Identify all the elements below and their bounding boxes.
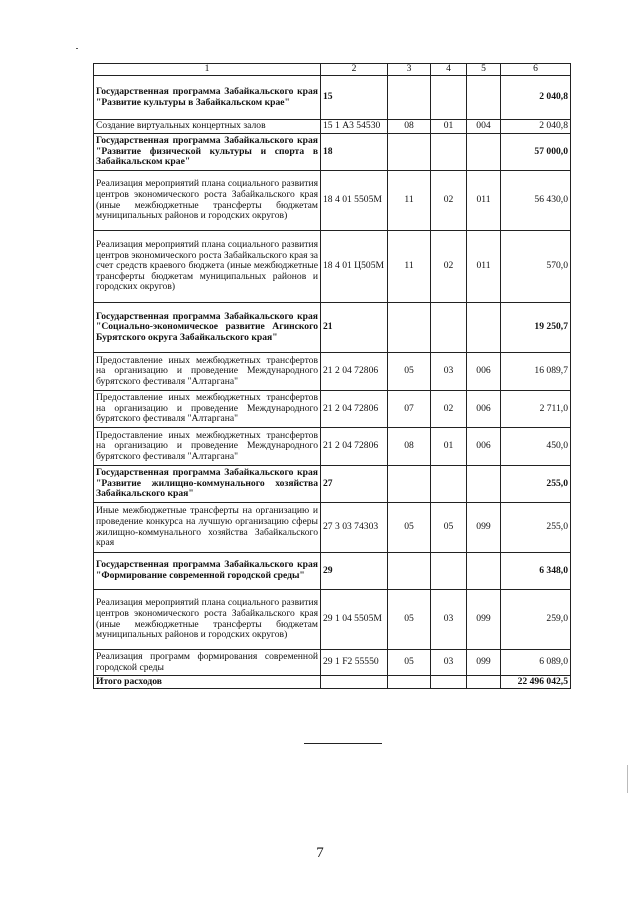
col-header-sum: 6 <box>501 64 571 76</box>
row-csr: 27 3 03 74303 <box>321 503 388 553</box>
table-header-row <box>94 64 571 76</box>
row-name: Государственная программа Забайкальского края "Развитие жилищно-коммунального хозяйства Забайкальского края" <box>94 466 321 503</box>
table-row <box>94 466 571 503</box>
row-rz: 11 <box>388 231 431 303</box>
row-name: Предоставление иных межбюджетных трансфертов на организацию и проведение Международного бурятского фестиваля "Алтаргана" <box>94 391 321 428</box>
row-sum: 6 348,0 <box>501 553 571 590</box>
row-name: Предоставление иных межбюджетных трансфертов на организацию и проведение Международного бурятского фестиваля "Алтаргана" <box>94 428 321 466</box>
row-name: Государственная программа Забайкальского края "Развитие физической культуры и спорта в Забайкальском крае" <box>94 134 321 171</box>
row-csr: 18 4 01 5505М <box>321 171 388 231</box>
row-rz: 11 <box>388 171 431 231</box>
row-rz: 07 <box>388 391 431 428</box>
row-sum: 19 250,7 <box>501 303 571 353</box>
scan-speck <box>627 765 628 793</box>
row-rz <box>388 553 431 590</box>
row-vr: 011 <box>467 171 501 231</box>
row-name: Предоставление иных межбюджетных трансфертов на организацию и проведение Международного бурятского фестиваля "Алтаргана" <box>94 353 321 391</box>
row-sum: 57 000,0 <box>501 134 571 171</box>
table-row <box>94 553 571 590</box>
row-csr: 18 <box>321 134 388 171</box>
row-rz <box>388 466 431 503</box>
row-pr: 02 <box>431 171 467 231</box>
row-vr: 099 <box>467 590 501 650</box>
row-pr: 02 <box>431 231 467 303</box>
row-csr: 27 <box>321 466 388 503</box>
row-sum: 450,0 <box>501 428 571 466</box>
row-rz: 08 <box>388 428 431 466</box>
col-header-name: 1 <box>94 64 321 76</box>
total-sum: 22 496 042,5 <box>501 676 571 689</box>
row-name: Реализация программ формирования современной городской среды <box>94 650 321 676</box>
row-vr: 006 <box>467 391 501 428</box>
row-pr <box>431 134 467 171</box>
table-row <box>94 231 571 303</box>
row-sum: 2 040,8 <box>501 76 571 120</box>
row-csr: 21 <box>321 303 388 353</box>
row-rz: 05 <box>388 503 431 553</box>
table-row <box>94 391 571 428</box>
row-pr <box>431 76 467 120</box>
row-name: Реализация мероприятий плана социального развития центров экономического роста Забайкальского края (иные межбюджетные трансферты бюджетам муниципальных районов и городских округов) <box>94 590 321 650</box>
col-header-csr: 2 <box>321 64 388 76</box>
empty-cell <box>388 676 431 689</box>
row-name: Иные межбюджетные трансферты на организацию и проведение конкурса на лучшую организацию сферы жилищно-коммунального хозяйства Забайкальского края <box>94 503 321 553</box>
row-vr <box>467 134 501 171</box>
row-vr: 099 <box>467 503 501 553</box>
empty-cell <box>321 676 388 689</box>
row-rz <box>388 134 431 171</box>
row-sum: 6 089,0 <box>501 650 571 676</box>
row-csr: 29 1 04 5505М <box>321 590 388 650</box>
row-pr <box>431 553 467 590</box>
row-csr: 29 <box>321 553 388 590</box>
row-name: Государственная программа Забайкальского края "Формирование современной городской среды" <box>94 553 321 590</box>
row-csr: 15 <box>321 76 388 120</box>
table-row <box>94 76 571 120</box>
row-name: Реализация мероприятий плана социального развития центров экономического роста Забайкальского края (иные межбюджетные трансферты бюджетам муниципальных районов и городских округов) <box>94 171 321 231</box>
row-sum: 16 089,7 <box>501 353 571 391</box>
row-pr: 03 <box>431 590 467 650</box>
row-pr: 02 <box>431 391 467 428</box>
row-pr: 01 <box>431 120 467 134</box>
page-number: 7 <box>316 845 324 861</box>
table-row <box>94 590 571 650</box>
row-rz <box>388 76 431 120</box>
row-name: Государственная программа Забайкальского края "Развитие культуры в Забайкальском крае" <box>94 76 321 120</box>
row-vr <box>467 303 501 353</box>
row-csr: 18 4 01 Ц505М <box>321 231 388 303</box>
budget-table <box>93 63 571 689</box>
row-pr: 05 <box>431 503 467 553</box>
row-vr: 099 <box>467 650 501 676</box>
row-sum: 255,0 <box>501 503 571 553</box>
table-row <box>94 171 571 231</box>
table-row <box>94 303 571 353</box>
table-row <box>94 120 571 134</box>
row-vr: 004 <box>467 120 501 134</box>
table-row <box>94 503 571 553</box>
col-header-pr: 4 <box>431 64 467 76</box>
col-header-rz: 3 <box>388 64 431 76</box>
row-name: Создание виртуальных концертных залов <box>94 120 321 134</box>
row-csr: 29 1 F2 55550 <box>321 650 388 676</box>
row-name: Реализация мероприятий плана социального развития центров экономического роста Забайкальского края за счет средств краевого бюджета (иные межбюджетные трансферты бюджетам муниципальных районов и городских округов) <box>94 231 321 303</box>
empty-cell <box>467 676 501 689</box>
separator-rule <box>304 743 382 744</box>
table-row <box>94 428 571 466</box>
row-csr: 21 2 04 72806 <box>321 353 388 391</box>
row-sum: 259,0 <box>501 590 571 650</box>
row-pr <box>431 303 467 353</box>
row-sum: 2 711,0 <box>501 391 571 428</box>
row-rz: 05 <box>388 650 431 676</box>
row-name: Государственная программа Забайкальского края "Социально-экономическое развитие Агинского Бурятского округа Забайкальского края" <box>94 303 321 353</box>
table-row <box>94 134 571 171</box>
row-vr: 006 <box>467 428 501 466</box>
row-rz <box>388 303 431 353</box>
row-vr: 006 <box>467 353 501 391</box>
row-rz: 05 <box>388 590 431 650</box>
row-rz: 08 <box>388 120 431 134</box>
row-csr: 15 1 А3 54530 <box>321 120 388 134</box>
total-label: Итого расходов <box>94 676 321 689</box>
row-csr: 21 2 04 72806 <box>321 428 388 466</box>
row-csr: 21 2 04 72806 <box>321 391 388 428</box>
row-sum: 56 430,0 <box>501 171 571 231</box>
row-vr <box>467 466 501 503</box>
row-pr: 01 <box>431 428 467 466</box>
row-pr <box>431 466 467 503</box>
col-header-vr: 5 <box>467 64 501 76</box>
table-row <box>94 650 571 676</box>
scan-speck <box>76 48 78 49</box>
row-pr: 03 <box>431 353 467 391</box>
row-vr <box>467 76 501 120</box>
row-pr: 03 <box>431 650 467 676</box>
row-vr <box>467 553 501 590</box>
total-row <box>94 676 571 689</box>
row-sum: 2 040,8 <box>501 120 571 134</box>
empty-cell <box>431 676 467 689</box>
row-sum: 570,0 <box>501 231 571 303</box>
row-sum: 255,0 <box>501 466 571 503</box>
row-vr: 011 <box>467 231 501 303</box>
table-row <box>94 353 571 391</box>
row-rz: 05 <box>388 353 431 391</box>
